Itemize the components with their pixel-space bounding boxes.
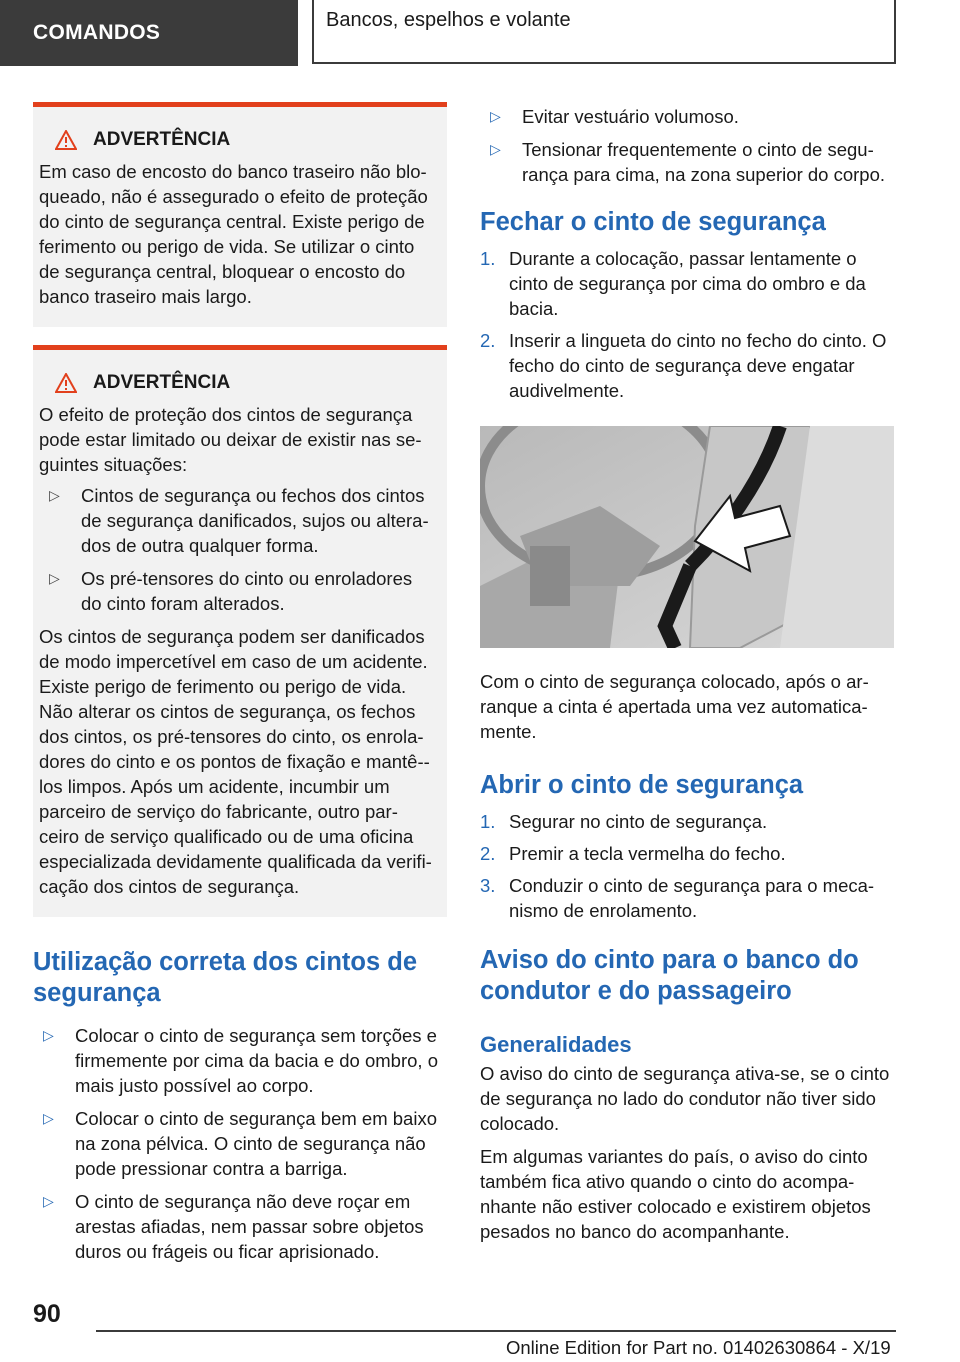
warning-text: Em caso de encosto do banco traseiro não blo-queado, não é assegurado o efeito de proteção do cinto de segurança central. Existe perigo de ferimento ou perigo de vida. Se utilizar o cinto de segurança central, bloquear o encosto do banco traseiro mais largo. bbox=[39, 161, 428, 307]
list-item: ▷ Tensionar frequentemente o cinto de segu-rança para cima, na zona superior do corpo. bbox=[490, 139, 886, 185]
warning-box-1 bbox=[33, 102, 447, 327]
triangle-bullet-icon: ▷ bbox=[49, 570, 60, 586]
page-header bbox=[0, 0, 960, 66]
open-steps bbox=[480, 809, 894, 923]
section-heading-open: Abrir o cinto de segurança bbox=[480, 771, 804, 799]
list-item: 1. Durante a colocação, passar lentamente o cinto de segurança por cima do ombro e da bacia. bbox=[480, 248, 866, 319]
list-item: 2. Premir a tecla vermelha do fecho. bbox=[480, 843, 786, 864]
left-column bbox=[33, 102, 447, 1272]
section-heading-close: Fechar o cinto de segurança bbox=[480, 208, 826, 236]
warning-title: ADVERTÊNCIA bbox=[45, 372, 437, 394]
list-item: 1. Segurar no cinto de segurança. bbox=[480, 811, 768, 832]
warning-list bbox=[39, 483, 437, 616]
warning-triangle-icon bbox=[55, 373, 77, 393]
triangle-bullet-icon: ▷ bbox=[490, 141, 501, 157]
after-figure-text: Com o cinto de segurança colocado, após o ar-ranque a cinta é apertada uma vez automatica-mente. bbox=[480, 671, 869, 742]
chapter-label: Bancos, espelhos e volante bbox=[312, 0, 896, 64]
usage-list bbox=[33, 1023, 447, 1264]
subheading-general: Generalidades bbox=[480, 1032, 632, 1057]
triangle-bullet-icon: ▷ bbox=[43, 1110, 54, 1126]
warning-box-2 bbox=[33, 345, 447, 917]
warning-intro: O efeito de proteção dos cintos de segurança pode estar limitado ou deixar de existir nas se-guintes situações: bbox=[39, 404, 422, 475]
list-item: 3. Conduzir o cinto de segurança para o meca-nismo de enrolamento. bbox=[480, 875, 875, 921]
right-column bbox=[480, 102, 894, 1244]
seatbelt-illustration bbox=[480, 426, 894, 648]
section-heading-usage: Utilização correta dos cintos de segurança bbox=[33, 948, 418, 1007]
triangle-bullet-icon: ▷ bbox=[43, 1193, 54, 1209]
list-item: ▷ Cintos de segurança ou fechos dos cintos de segurança danificados, sujos ou altera-dos de outra qualquer forma. bbox=[49, 485, 429, 556]
warning-title: ADVERTÊNCIA bbox=[45, 129, 437, 151]
reminder-text-2: Em algumas variantes do país, o aviso do cinto também fica ativo quando o cinto do acompa-nhante não estiver colocado e existirem objetos pesados no banco do acompanhante. bbox=[480, 1146, 871, 1242]
section-label: COMANDOS bbox=[0, 0, 298, 66]
page-number: 90 bbox=[33, 1300, 61, 1328]
list-item: 2. Inserir a lingueta do cinto no fecho do cinto. O fecho do cinto de segurança deve engatar audivelmente. bbox=[480, 330, 887, 401]
usage-list-continued bbox=[480, 104, 894, 187]
triangle-bullet-icon: ▷ bbox=[43, 1027, 54, 1043]
list-item: ▷ Colocar o cinto de segurança bem em baixo na zona pélvica. O cinto de segurança não pode pressionar contra a barriga. bbox=[43, 1108, 437, 1179]
list-item: ▷ Colocar o cinto de segurança sem torções e firmemente por cima da bacia e do ombro, o mais justo possível ao corpo. bbox=[43, 1025, 438, 1096]
list-item: ▷ Evitar vestuário volumoso. bbox=[490, 106, 739, 127]
reminder-text-1: O aviso do cinto de segurança ativa-se, se o cinto de segurança no lado do condutor não tiver sido colocado. bbox=[480, 1063, 890, 1134]
section-heading-reminder: Aviso do cinto para o banco do condutor e do passageiro bbox=[480, 946, 859, 1005]
triangle-bullet-icon: ▷ bbox=[490, 108, 501, 124]
footer-edition: Online Edition for Part no. 01402630864 - X/19 bbox=[506, 1337, 891, 1358]
footer-divider bbox=[96, 1330, 896, 1332]
close-steps bbox=[480, 246, 894, 403]
list-item: ▷ Os pré-tensores do cinto ou enroladores do cinto foram alterados. bbox=[49, 568, 413, 614]
warning-text: Os cintos de segurança podem ser danificados de modo impercetível em caso de um acidente. Existe perigo de ferimento ou perigo de vida. Não alterar os cintos de segurança, os fechos dos cintos, os pré-tensores do cinto, os enrola-dores do cinto e os pontos de fixação e mantê--los limpos. Após um acidente, incumbir um parceiro de serviço do fabricante, outro par-ceiro de serviço qualificado ou de uma oficina especializada devidamente qualificada da verifi-cação dos cintos de segurança. bbox=[39, 626, 432, 897]
triangle-bullet-icon: ▷ bbox=[49, 487, 60, 503]
list-item: ▷ O cinto de segurança não deve roçar em arestas afiadas, nem passar sobre objetos duros ou frágeis ou ficar aprisionado. bbox=[43, 1191, 424, 1262]
warning-triangle-icon bbox=[55, 130, 77, 150]
